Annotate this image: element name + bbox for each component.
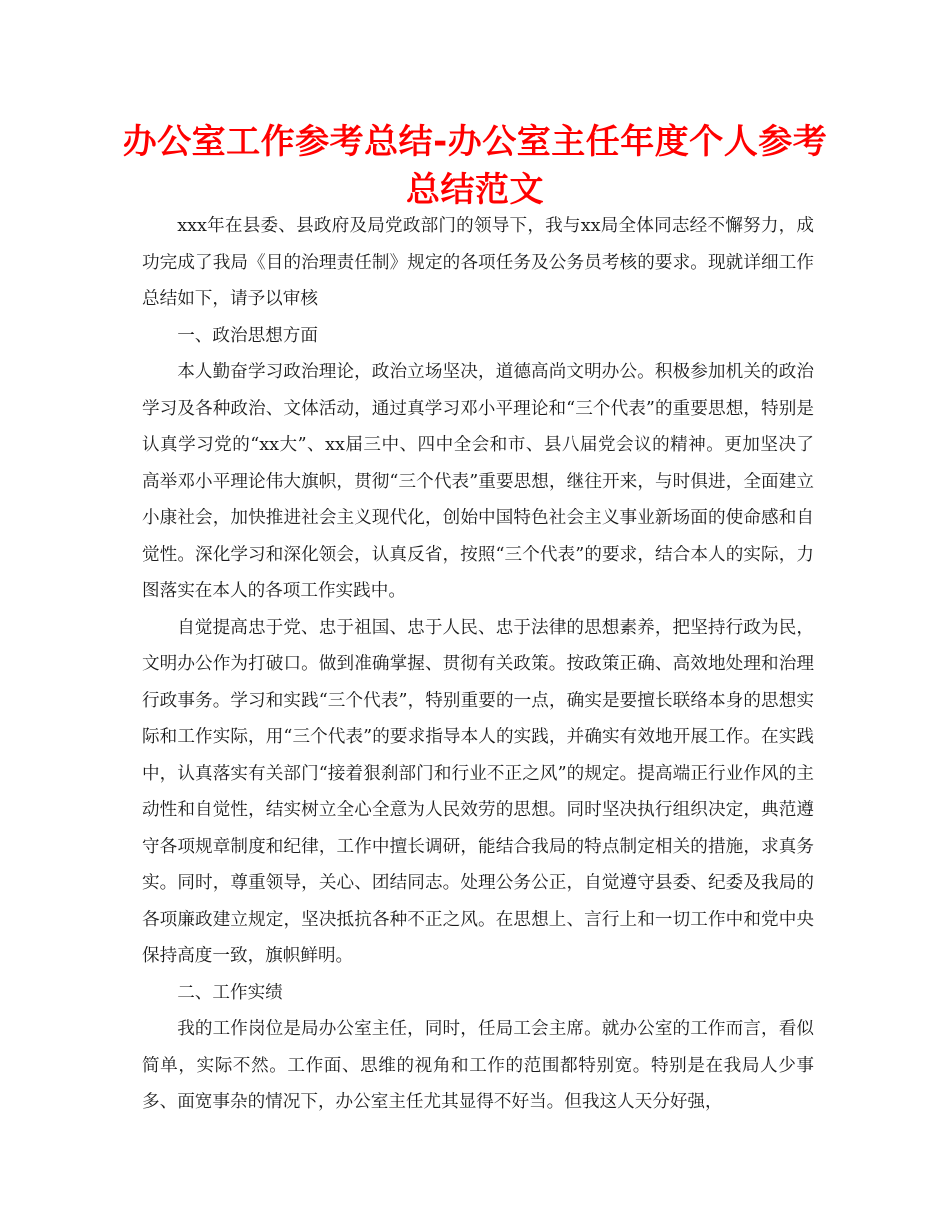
paragraph-intro: xxx年在县委、县政府及局党政部门的领导下，我与xx局全体同志经不懈努力，成功完成了我局《目的治理责任制》规定的各项任务及公务员考核的要求。现就详细工作总结如下，请予以审核 bbox=[142, 216, 814, 309]
section-heading-political: 一、政治思想方面 bbox=[177, 325, 318, 346]
document-title: 办公室工作参考总结-办公室主任年度个人参考总结范文 bbox=[122, 122, 828, 210]
document-body bbox=[142, 208, 814, 1121]
paragraph-political-practice: 自觉提高忠于党、忠于祖国、忠于人民、忠于法律的思想素养，把坚持行政为民，文明办公作为打破口。做到准确掌握、贯彻有关政策。按政策正确、高效地处理和治理行政事务。学习和实践“三个代表”，特别重要的一点，确实是要擅长联络本身的思想实际和工作实际，用“三个代表”的要求指导本人的实践，并确实有效地开展工作。在实践中，认真落实有关部门“接着狠刹部门和行业不正之风”的规定。提高端正行业作风的主动性和自觉性，结实树立全心全意为人民效劳的思想。同时坚决执行组织决定，典范遵守各项规章制度和纪律，工作中擅长调研，能结合我局的特点制定相关的措施，求真务实。同时，尊重领导，关心、团结同志。处理公务公正，自觉遵守县委、纪委及我局的各项廉政建立规定，坚决抵抗各种不正之风。在思想上、言行上和一切工作中和党中央保持高度一致，旗帜鲜明。 bbox=[142, 617, 814, 966]
paragraph-political-study: 本人勤奋学习政治理论，政治立场坚决，道德高尚文明办公。积极参加机关的政治学习及各种政治、文体活动，通过真学习邓小平理论和“三个代表”的重要思想，特别是认真学习党的“xx大”、xx届三中、四中全会和市、县八届党会议的精神。更加坚决了高举邓小平理论伟大旗帜，贯彻“三个代表”重要思想，继往开来，与时俱进，全面建立小康社会，加快推进社会主义现代化，创始中国特色社会主义事业新场面的使命感和自觉性。深化学习和深化领会，认真反省，按照“三个代表”的要求，结合本人的实际，力图落实在本人的各项工作实践中。 bbox=[142, 362, 814, 601]
paragraph-work-position: 我的工作岗位是局办公室主任，同时，任局工会主席。就办公室的工作而言，看似简单，实际不然。工作面、思维的视角和工作的范围都特别宽。特别是在我局人少事多、面宽事杂的情况下，办公室主任尤其显得不好当。但我这人天分好强， bbox=[142, 1019, 814, 1112]
section-heading-achievements: 二、工作实绩 bbox=[177, 982, 283, 1003]
